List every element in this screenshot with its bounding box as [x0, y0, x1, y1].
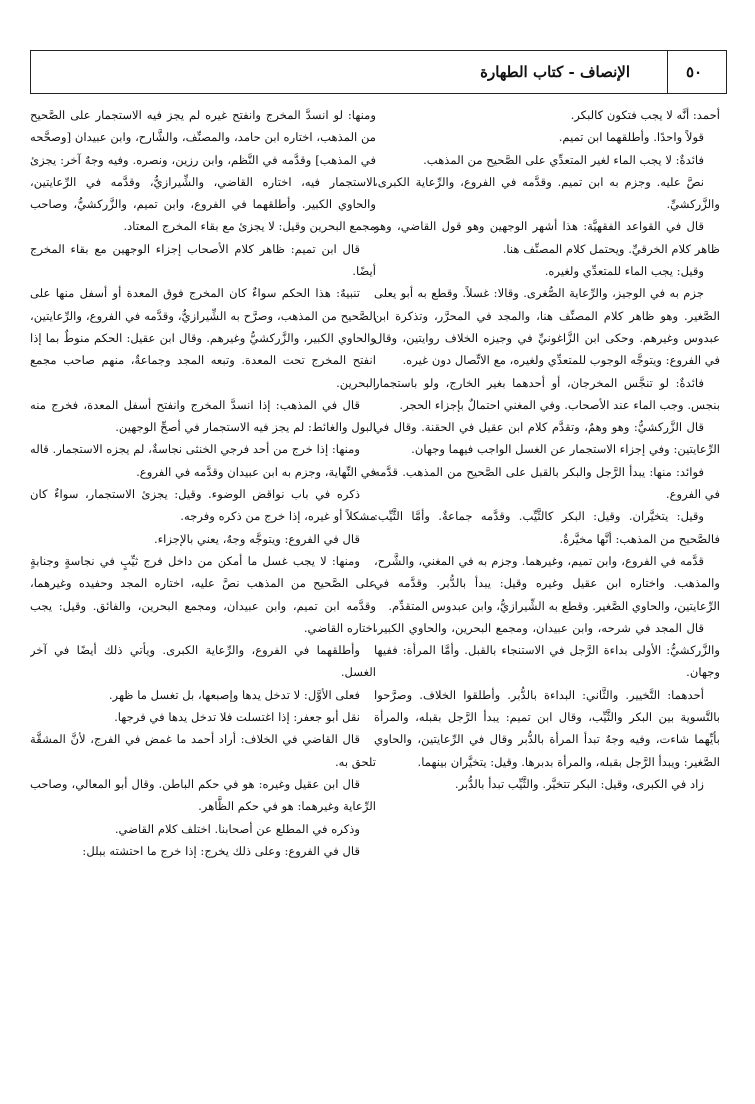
paragraph: فائدةٌ: لا يجب الماء لغير المتعدِّي على الصَّحيح من المذهب.: [423, 152, 704, 167]
paragraph: ذكره في باب نواقض الوضوء. وقيل: يجزئ الاستجمار، سواءٌ كان مشكلاً أو غيره، إذا خرج من ذكره وفرجه.: [30, 487, 376, 524]
paragraph: نصَّ عليه. وجزم به ابن تميم. وقدَّمه في الفروع، والرِّعاية الكبرى، والزَّركشيِّ.: [374, 174, 720, 212]
paragraph: قال ابن تميم: ظاهر كلام الأصحاب إجزاء الوجهين مع بقاء المخرج أيضًا.: [30, 241, 376, 279]
paragraph: جزم به في الوجيز، والرِّعاية الصُّغرى. وقالا: غسلاً. وقطع به أبو يعلى الصَّغير. وهو ظاهر كلام المصنِّف هنا، والمجد في المحرَّر، وتذكرة ابن عبدوس وغيرهم. وحكى ابن الزَّاغونيِّ في وجيزه الخلاف روايتين، وقال في الفروع: ويتوجَّه الوجوب للمتعدِّي ولغيره، مع الاتِّصال دون غيره.: [374, 286, 720, 368]
paragraph: ومنها: لا يجب غسل ما أمكن من داخل فرج ثيِّبٍ في نجاسةٍ وجنابةٍ على الصَّحيح من المذهب نصَّ عليه، اختاره المجد وحفيده وغيرهما، وقدَّمه ابن تميم، وابن عبيدان، ومجمع البحرين، والفائق. وقيل: يجب اختاره القاضي.: [30, 553, 376, 635]
paragraph: فائدةٌ: لو تنجَّس المخرجان، أو أحدهما بغير الخارج، ولو باستجمار بنجس. وجب الماء عند الأصحاب. وفي المغني احتمالٌ بإجزاء الحجر.: [374, 375, 720, 412]
paragraph: زاد في الكبرى، وقيل: البكر تتخيَّر. والثَّيِّب تبدأ بالدُّبر.: [454, 776, 704, 791]
paragraph: قال في القواعد الفقهيَّة: هذا أشهر الوجهين وهو قول القاضي، وهو ظاهر كلام الخرقيِّ. ويحتمل كلام المصنِّف هنا.: [374, 219, 720, 256]
paragraph: وقيل: يجب الماء للمتعدِّي ولغيره.: [544, 264, 704, 279]
paragraph: وقيل: يتخيَّران. وقيل: البكر كالثَّيِّب. وقدَّمه جماعةٌ. وأمَّا الثَّيِّب: فالصَّحيح من المذهب: أنَّها مخيَّرةٌ.: [374, 509, 720, 546]
paragraph: فعلى الأوَّل: لا تدخل يدها وإصبعها، بل تغسل ما ظهر.: [108, 687, 360, 702]
paragraph: فوائد: منها: يبدأ الرَّجل والبكر بالقبل على الصَّحيح من المذهب. قدَّمه في الفروع.: [374, 464, 720, 502]
paragraph: قال الزَّركشيُّ: وهو وهمٌ، وتقدَّم كلام ابن عقيل في الحقنة. وقال في الرِّعايتين: وفي إجزاء الاستجمار عن الغسل الواجب فيهما وجهان.: [374, 420, 720, 457]
paragraph: ومنها: إذا خرج من أحد فرجي الخنثى نجاسةٌ، لم يجزه الاستجمار. قاله في النِّهاية، وجزم به ابن عبيدان وقدَّمه في الفروع.: [30, 442, 376, 479]
paragraph: قال المجد في شرحه، وابن عبيدان، ومجمع البحرين، والحاوي الكبير، والزَّركشيُّ: الأولى بداءة الرَّجل في الاستنجاء بالقبل. وأمَّا المرأة: ففيها وجهان.: [374, 620, 720, 680]
paragraph: وذكره في المطلع عن أصحابنا. اختلف كلام القاضي.: [114, 821, 360, 836]
left-text-column: [30, 104, 376, 1088]
paragraph: وأطلقهما في الفروع، والرِّعاية الكبرى. ويأتي ذلك أيضًا في آخر الغسل.: [30, 643, 376, 680]
page-number: ٥٠: [685, 63, 703, 81]
paragraph: أحدهما: التَّخيير. والثَّاني: البداءة بالدُّبر. وأطلقوا الخلاف. وصرَّحوا بالتَّسوية بين البكر والثَّيِّب، وقال ابن تميم: يبدأ الرَّجل بقبله، والمرأة بأيِّهما شاءت، وفيه وجهٌ تبدأ المرأة بالدُّبر وقال في الرِّعايتين، والحاوي الصَّغير: ويبدأ الرَّجل بقبله، والمرأة بدبرها. وقيل: يتخيَّران بينهما.: [374, 687, 720, 769]
paragraph: أحمد: أنَّه لا يجب فتكون كالبكر.: [570, 108, 720, 122]
paragraph: قال ابن عقيل وغيره: هو في حكم الباطن. وقال أبو المعالي، وصاحب الرِّعاية وغيرهما: هو في حكم الظَّاهر.: [30, 776, 376, 814]
paragraph: ومنها: لو انسدَّ المخرج وانفتح غيره لم يجز فيه الاستجمار على الصَّحيح من المذهب، اختاره ابن حامد، والمصنِّف، والشَّارح، وابن عبيدان [وصحَّحه في المذهب] وقدَّمه في النَّظم، وابن رزين، ونصره. وفيه وجهٌ آخر: يجزئ الاستجمار فيه، اختاره القاضي، والشِّيرازيُّ، وقدَّمه في الرِّعايتين، والحاوي الكبير. وأطلقهما في الفروع، وابن تميم، والزَّركشيُّ، وصاحب مجمع البحرين وقيل: لا يجزئ مع بقاء المخرج المعتاد.: [30, 108, 376, 234]
chapter-title: الإنصاف - كتاب الطهارة: [480, 63, 630, 81]
header-divider: [667, 51, 668, 93]
paragraph: قال في الفروع: وعلى ذلك يخرج: إذا خرج ما احتشته ببلل:: [82, 843, 360, 858]
paragraph: نقل أبو جعفر: إذا اغتسلت فلا تدخل يدها في فرجها.: [114, 710, 360, 725]
paragraph: قدَّمه في الفروع، وابن تميم، وغيرهما. وجزم به في المغني، والشَّرح، والمذهب. واختاره ابن عقيل وغيره وقيل: يبدأ بالدُّبر. وقدَّمه في الرِّعايتين، والحاوي الصَّغير. وقطع به الشِّيرازيُّ، وابن عبدوس المتقدِّم.: [374, 553, 720, 613]
paragraph: قال في المذهب: إذا انسدَّ المخرج وانفتح أسفل المعدة، فخرج منه البول والغائط: لم يجز فيه الاستجمار في أصحِّ الوجهين.: [30, 397, 376, 435]
paragraph: قولاً واحدًا. وأطلقهما ابن تميم.: [558, 130, 704, 145]
paragraph: تنبيهٌ: هذا الحكم سواءٌ كان المخرج فوق المعدة أو أسفل منها على الصَّحيح من المذهب، وصرَّح به الشِّيرازيُّ، وقدَّمه في الفروع، والرِّعايتين، والحاوي الكبير، والزَّركشيُّ وغيرهم. وقال ابن عقيل: الحكم منوطٌ بما إذا انفتح المخرج تحت المعدة. وتبعه المجد وجماعةٌ، منهم صاحب مجمع البحرين.: [30, 286, 376, 390]
right-text-column: [374, 104, 720, 1088]
paragraph: قال القاضي في الخلاف: أراد أحمد ما غمض في الفرج، لأنَّ المشقَّة تلحق به.: [30, 732, 376, 769]
page-header: [30, 50, 727, 94]
paragraph: قال في الفروع: ويتوجَّه وجهٌ، يعني بالإجزاء.: [154, 531, 360, 546]
